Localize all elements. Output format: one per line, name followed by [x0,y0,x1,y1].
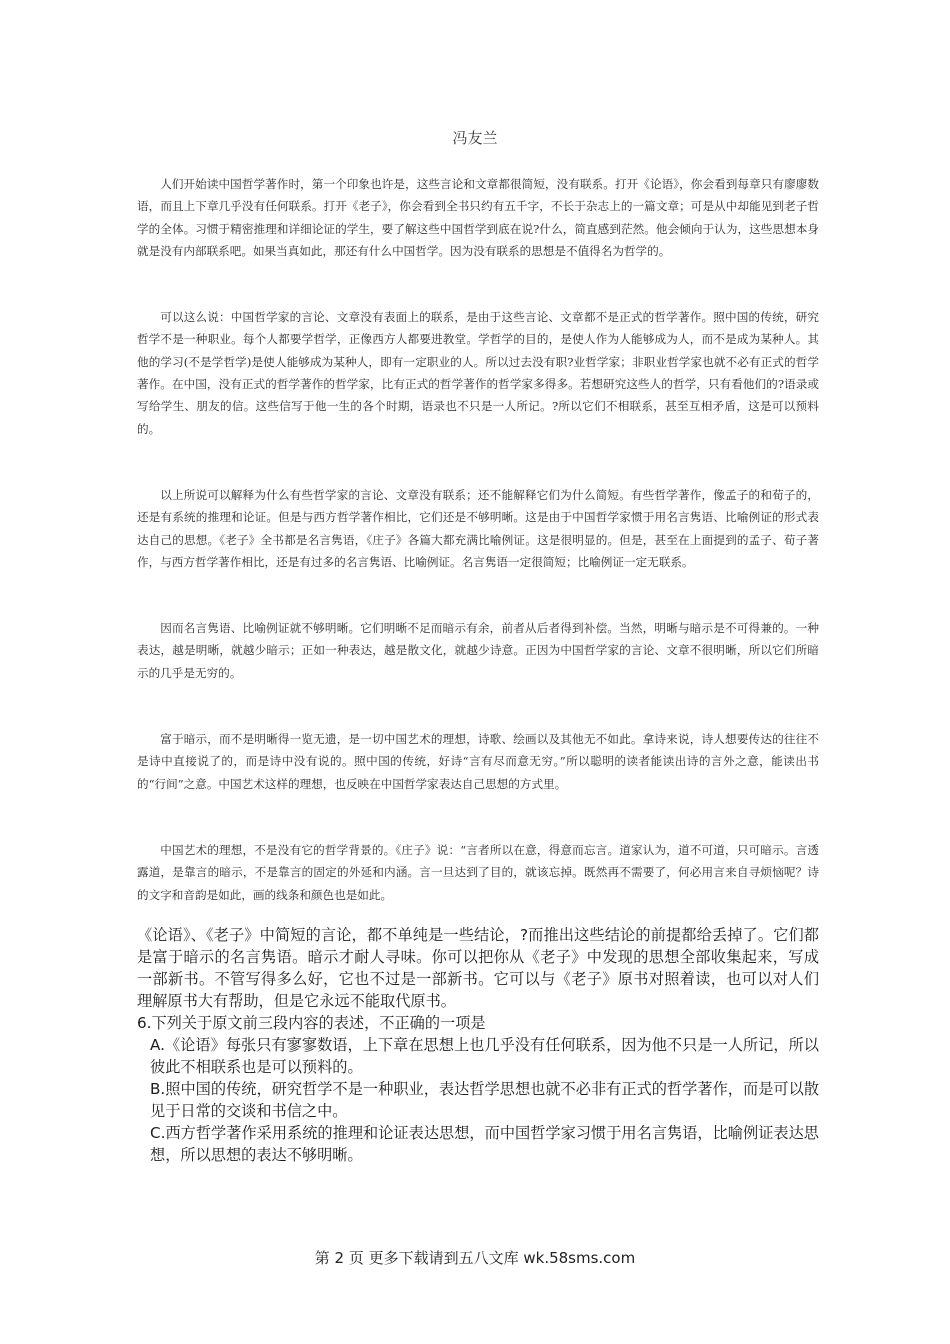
article-paragraph-4: 因而名言隽语、比喻例证就不够明晰。它们明晰不足而暗示有余，前者从后者得到补偿。当然，明晰与暗示是不可得兼的。一种表达，越是明晰，就越少暗示；正如一种表达，越是散文化，就越少诗意。正因为中国哲学家的言论、文章不很明晰，所以它们所暗示的几乎是无穷的。 [137,621,819,680]
question-section [137,924,819,1166]
article-paragraph-1: 人们开始读中国哲学著作时，第一个印象也许是，这些言论和文章都很简短，没有联系。打开《论语》，你会看到每章只有廖廖数语，而且上下章几乎没有任何联系。打开《老子》，你会看到全书只约有五千字，不长于杂志上的一篇文章；可是从中却能见到老子哲学的全体。习惯于精密推理和详细论证的学生，要了解这些中国哲学到底在说?什么，简直感到茫然。他会倾向于认为，这些思想本身就是没有内部联系吧。如果当真如此，那还有什么中国哲学。因为没有联系的思想是不值得名为哲学的。 [137,177,819,258]
article-paragraph-3: 以上所说可以解释为什么有些哲学家的言论、文章没有联系；还不能解释它们为什么简短。有些哲学著作，像孟子的和荀子的，还是有系统的推理和论证。但是与西方哲学著作相比，它们还是不够明晰。这是由于中国哲学家惯于用名言隽语、比喻例证的形式表达自己的思想。《老子》全书都是名言隽语，《庄子》各篇大都充满比喻例证。这是很明显的。但是，甚至在上面提到的孟子、荀子著作，与西方哲学著作相比，还是有过多的名言隽语、比喻例证。名言隽语一定很简短；比喻例证一定无联系。 [137,487,819,569]
article-body [137,173,819,950]
author-name: 冯友兰 [452,129,498,147]
article-paragraph-5: 富于暗示，而不是明晰得一览无遗，是一切中国艺术的理想，诗歌、绘画以及其他无不如此。拿诗来说，诗人想要传达的往往不是诗中直接说了的，而是诗中没有说的。照中国的传统，好诗“言有尽而意无穷。”所以聪明的读者能读出诗的言外之意，能读出书的“行间”之意。中国艺术这样的理想，也反映在中国哲学家表达自己思想的方式里。 [137,732,819,791]
question-stem: 6.下列关于原文前三段内容的表述，不正确的一项是 [137,1014,486,1032]
continuation-paragraph: 《论语》、《老子》中简短的言论，都不单纯是一些结论，?而推出这些结论的前提都给丢掉了。它们都是富于暗示的名言隽语。暗示才耐人寻味。你可以把你从《老子》中发现的思想全部收集起来，写成一部新书。不管写得多么好，它也不过是一部新书。它可以与《老子》原书对照着读，也可以对人们理解原书大有帮助，但是它永远不能取代原书。 [137,926,819,1010]
option-c: C.西方哲学著作采用系统的推理和论证表达思想，而中国哲学家习惯于用名言隽语，比喻例证表达思想，所以思想的表达不够明晰。 [150,1124,819,1164]
article-paragraph-6: 中国艺术的理想，不是没有它的哲学背景的。《庄子》说：“言者所以在意，得意而忘言。道家认为，道不可道，只可暗示。言透露道，是靠言的暗示，不是靠言的固定的外延和内涵。言一旦达到了目的，就该忘掉。既然再不需要了，何必用言来自寻烦恼呢？诗的文字和音韵是如此，画的线条和颜色也是如此。 [137,842,819,902]
option-a: A.《论语》每张只有寥寥数语，上下章在思想上也几乎没有任何联系，因为他不只是一人所记，所以彼此不相联系也是可以预料的。 [150,1036,819,1076]
answer-options [137,1034,819,1166]
page-footer: 第 2 页 更多下载请到五八文库 wk.58sms.com [314,1249,636,1267]
article-paragraph-2: 可以这么说：中国哲学家的言论、文章没有表面上的联系，是由于这些言论、文章都不是正式的哲学著作。照中国的传统，研究哲学不是一种职业。每个人都要学哲学，正像西方人都要进教堂。学哲学的目的，是使人作为人能够成为人，而不是成为某种人。其他的学习(不是学哲学)是使人能够成为某种人，即有一定职业的人。所以过去没有职?业哲学家；非职业哲学家也就不必有正式的哲学著作。在中国，没有正式的哲学著作的哲学家，比有正式的哲学著作的哲学家多得多。若想研究这些人的哲学，只有看他们的?语录或写给学生、朋友的信。这些信写于他一生的各个时期，语录也不只是一人所记。?所以它们不相联系，甚至互相矛盾，这是可以预料的。 [137,310,819,436]
option-b: B.照中国的传统，研究哲学不是一种职业，表达哲学思想也就不必非有正式的哲学著作，而是可以散见于日常的交谈和书信之中。 [150,1080,819,1120]
